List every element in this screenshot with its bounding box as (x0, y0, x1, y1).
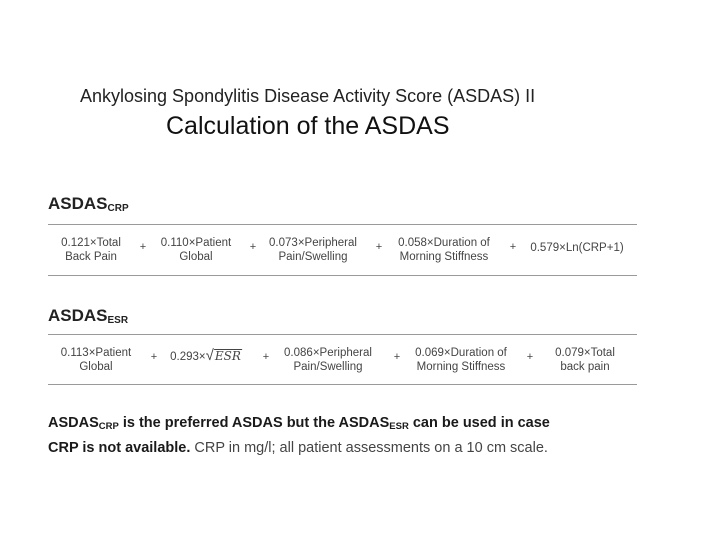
heading-main: ASDAS (48, 194, 108, 213)
plus-sign: + (526, 351, 534, 363)
footer-line-2 (48, 440, 548, 456)
term-text: 0.079×Total back pain (555, 347, 615, 373)
crp-term-ln-crp (530, 241, 623, 255)
crp-term-peripheral (269, 236, 357, 264)
footer-line-1 (48, 415, 550, 432)
crp-term-back-pain (61, 236, 121, 264)
term-text: 0.121×Total Back Pain (61, 237, 121, 263)
plus-sign: + (393, 351, 401, 363)
heading-sub: ESR (107, 315, 129, 326)
asdas-esr-heading (48, 306, 128, 326)
esr-term-morning-stiffness (415, 346, 507, 374)
radical-sign: √ (205, 347, 214, 364)
term-text: 0.058×Duration of Morning Stiffness (398, 237, 490, 263)
plus-sign: + (262, 351, 270, 363)
term-text: 0.069×Duration of Morning Stiffness (415, 347, 507, 373)
term-text: 0.073×Peripheral Pain/Swelling (269, 237, 357, 263)
plus-sign: + (150, 351, 158, 363)
esr-term-sqrt-esr (170, 349, 242, 364)
plus-sign: + (249, 241, 257, 253)
asdas-esr-sub: ESR (389, 421, 409, 432)
footer-note: CRP in mg/l; all patient assessments on a 10 cm scale. (190, 440, 548, 456)
footer-text-b: can be used in case (408, 415, 550, 431)
esr-term-back-pain (555, 346, 615, 374)
crp-term-patient-global (161, 236, 231, 264)
esr-term-peripheral (284, 346, 372, 374)
heading-sub: CRP (107, 203, 129, 214)
term-text: 0.086×Peripheral Pain/Swelling (284, 347, 372, 373)
term-text: 0.113×Patient Global (60, 347, 132, 373)
footer-bold-text: CRP is not available. (48, 440, 191, 456)
plus-sign: + (139, 241, 147, 253)
term-text: 0.579×Ln(CRP+1) (530, 242, 624, 254)
term-coef: 0.293× (170, 351, 206, 363)
asdas-crp-sub: CRP (98, 421, 119, 432)
radicand: ESR (214, 349, 241, 363)
plus-sign: + (375, 241, 383, 253)
square-root (206, 349, 242, 363)
footer-text-a: is the preferred ASDAS but the ASDAS (118, 415, 390, 431)
divider (48, 334, 637, 335)
page-subtitle: Ankylosing Spondylitis Disease Activity Score (ASDAS) II (80, 86, 536, 106)
divider (48, 224, 637, 225)
heading-main: ASDAS (48, 306, 108, 325)
esr-term-patient-global (61, 346, 131, 374)
plus-sign: + (509, 241, 517, 253)
asdas-crp-label: ASDAS (48, 415, 99, 431)
crp-term-morning-stiffness (398, 236, 490, 264)
page-title: Calculation of the ASDAS (166, 112, 450, 140)
divider (48, 384, 637, 385)
asdas-crp-heading (48, 194, 129, 214)
divider (48, 275, 637, 276)
term-text: 0.110×Patient Global (160, 237, 232, 263)
